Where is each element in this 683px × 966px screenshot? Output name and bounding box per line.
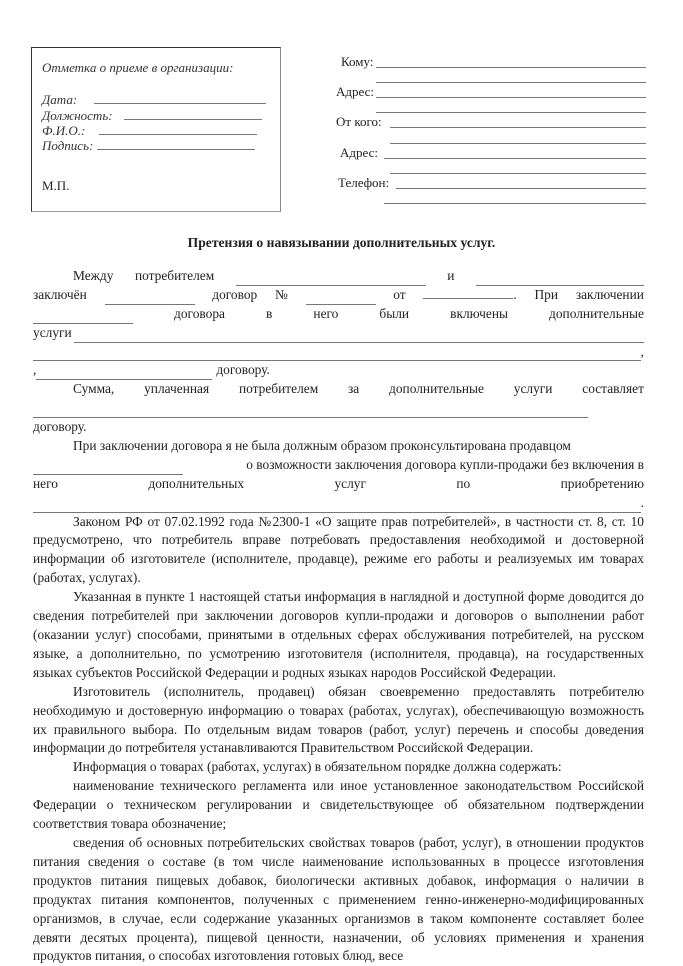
text-possibility: о возможности заключения договора купли-продажи без включения в [246,456,644,472]
law-paragraph-5: наименование технического регламента или иное установленное законодательством Российской Федерации о техническом регулировании и свидетельствующее об обязательном подтверждении соответствия товара обозначение; [33,778,644,832]
to-input[interactable] [376,67,646,68]
law-paragraph-3: Изготовитель (исполнитель, продавец) обязан своевременно предоставлять потребителю необходимую и достоверную информацию о товарах (работах, услугах), обеспечивающую возможность их правильного выбора. По отдельным видам товаров (работ, услуг) перечень и способы доведения информации до потребителя устанавливаются Правительством Российской Федерации. [33,683,644,756]
reception-position-input[interactable] [124,108,262,120]
contract-number-blank[interactable] [306,291,376,305]
claim-form-body [33,267,644,966]
seller-name-blank[interactable] [476,272,644,286]
from-input-line-2[interactable] [390,143,646,144]
reception-fio-label: Ф.И.О.: [42,123,86,138]
text-comma-start: , [33,362,37,378]
text-period: . [513,286,517,302]
text-included: включены [450,305,508,321]
text-by: по [456,475,471,491]
contract-subject-blank[interactable] [33,310,133,324]
text-concluding: заключении [575,286,644,302]
form-line-possibility [33,456,644,475]
form-line-not-consulted [33,437,644,456]
text-were: были [379,305,410,321]
law-paragraph-6: сведения об основных потребительских свойствах товаров (работ, услуг), в отношении продуктов питания сведения о составе (в том числе наименование использованных в процессе изготовления продуктов питания пищевых добавок, биологически активных добавок, информация о наличии в продуктах питания компонентов, полученных с применением генно-инженерно-модифицированных организмов, в случае, если содержание указанных организмов в таком компоненте составляет более девяти десятых процента), пищевой ценности, назначении, об условиях применения и хранения продуктов питания, о способах изготовления готовых блюд, весе [33,834,644,964]
law-paragraph-1: Законом РФ от 07.02.1992 года №2300-1 «О защите прав потребителей», в частности ст. 8, ст. 10 предусмотрено, что потребитель вправе потребовать предоставления необходимой и достоверной информации об изготовителе (исполнителе, продавце), режиме его работы и реализуемых им товарах (работах, услугах). [33,513,644,586]
from-address-input-line-2[interactable] [390,173,646,174]
phone-label: Телефон: [338,175,390,190]
phone-input[interactable] [396,188,646,189]
form-line-services [33,324,644,343]
services-list-blank-2[interactable] [33,347,641,361]
text-additional-2: дополнительные [389,381,484,397]
to-label: Кому: [341,54,374,69]
to-address-input[interactable] [376,97,646,98]
to-input-line-2[interactable] [376,82,646,83]
text-period-2: . [640,494,644,510]
to-address-input-line-2[interactable] [376,112,646,113]
reception-signature-field [42,138,255,154]
form-line-contract-ref [33,361,644,380]
from-label: От кого: [336,114,382,129]
reception-signature-label: Подпись: [42,138,94,153]
text-contract: договор [212,286,258,302]
contract-ref-blank[interactable] [36,366,212,380]
seller-blank[interactable] [33,461,183,475]
reception-stamp-box [31,47,281,212]
from-address-input[interactable] [384,158,646,159]
text-paid: уплаченная [144,381,210,397]
from-address-label: Адрес: [340,145,378,160]
text-it-2: него [33,475,58,491]
form-line-sum-amount [33,399,644,418]
form-line-contract [33,286,644,305]
text-between: Между [73,267,114,283]
form-line-acquisition [33,475,644,494]
reception-signature-input[interactable] [97,138,255,150]
text-in: в [266,305,273,321]
form-line-to-contract [33,418,644,437]
form-line-included [33,305,644,324]
reception-position-field [42,108,262,124]
document-title: Претензия о навязывании дополнительных услуг. [187,235,496,250]
text-number-sign: № [275,286,288,302]
form-line-parties [33,267,644,286]
text-from: от [393,286,406,302]
text-services-2: услуги [513,381,553,397]
text-consumer: потребителем [134,267,215,283]
reception-date-input[interactable] [94,92,266,104]
text-concluded: заключён [33,286,87,302]
stamp-place-label: М.П. [42,178,70,193]
to-address-label: Адрес: [336,84,374,99]
form-line-sum [33,380,644,399]
reception-date-field [42,92,266,108]
text-to-contract: договору. [216,362,270,378]
sum-amount-blank[interactable] [33,404,588,418]
text-by-consumer: потребителем [238,381,319,397]
text-and: и [447,267,455,283]
text-additional-3: дополнительных [148,475,245,491]
text-amounts: составляет [582,381,644,397]
from-input[interactable] [390,127,646,128]
form-line-product [33,494,644,513]
text-services: услуги [33,324,72,340]
text-not-consulted: При заключении договора я не была должным образом проконсультирована продавцом [73,438,571,453]
text-to-contract-2: договору. [33,419,87,435]
text-additional: дополнительные [549,305,644,321]
services-list-blank[interactable] [74,329,644,343]
reception-fio-field [42,123,257,139]
product-blank[interactable] [33,499,641,513]
text-for: за [348,381,360,397]
reception-box-title: Отметка о приеме в организации: [42,60,234,75]
contract-date-blank[interactable] [423,285,513,299]
reception-position-label: Должность: [42,108,113,123]
form-line-services-2 [33,343,644,362]
text-sum: Сумма, [73,381,115,397]
text-comma: , [640,343,644,359]
law-paragraph-4: Информация о товарах (работах, услугах) в обязательном порядке должна содержать: [73,759,562,775]
contract-type-blank[interactable] [105,291,195,305]
text-it: него [313,305,339,321]
law-paragraph-2: Указанная в пункте 1 настоящей статьи информация в наглядной и доступной форме доводится до сведения потребителей при заключении договоров купли-продажи и договоров о выполнении работ (оказании услуг) способами, принятыми в отдельных сферах обслуживания потребителей, на русском языке, а дополнительно, по усмотрению изготовителя (исполнителя, продавца), на государственных языках субъектов Российской Федерации и родных языках народов Российской Федерации. [33,589,644,680]
consumer-name-blank[interactable] [236,272,426,286]
reception-fio-input[interactable] [99,123,257,135]
text-services-3: услуг [334,475,366,491]
text-acquisition: приобретению [560,475,644,491]
phone-input-line-2[interactable] [384,203,646,204]
reception-date-label: Дата: [42,92,78,107]
text-when: При [534,286,559,302]
text-contract-gen: договора [174,305,225,321]
